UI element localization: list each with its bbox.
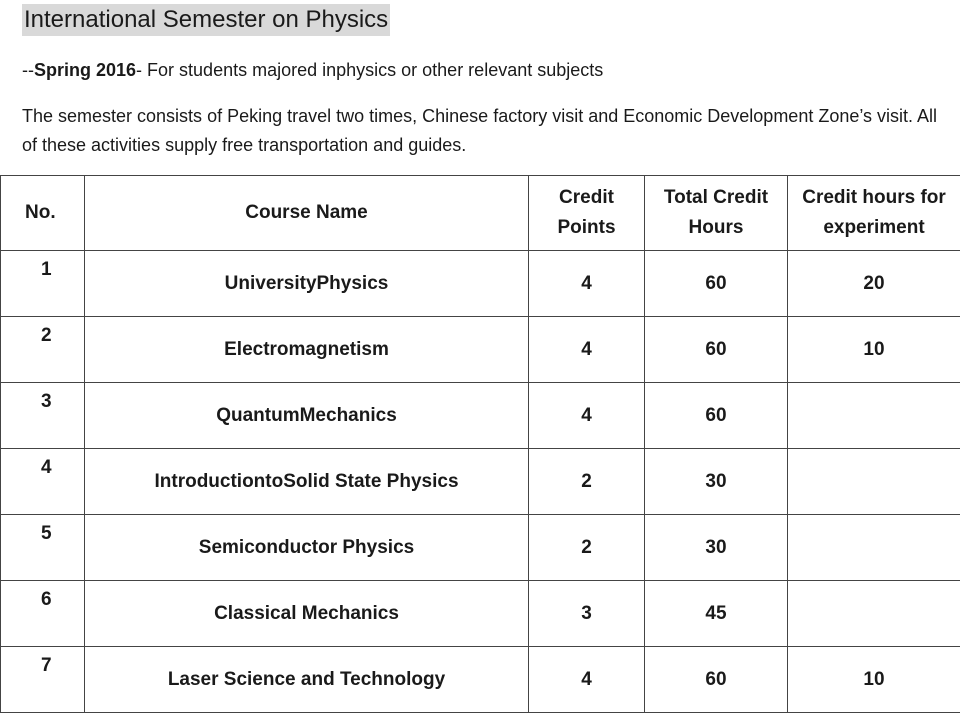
course-name: Semiconductor Physics: [85, 515, 529, 581]
total-credit-hours: 60: [645, 251, 788, 317]
course-name: IntroductiontoSolid State Physics: [85, 449, 529, 515]
subtitle-semester: Spring 2016: [34, 60, 136, 80]
page-title: International Semester on Physics: [22, 4, 390, 36]
total-credit-hours: 60: [645, 647, 788, 713]
course-name: Classical Mechanics: [85, 581, 529, 647]
subtitle-audience: - For students majored inphysics or other relevant subjects: [136, 60, 603, 80]
course-name: QuantumMechanics: [85, 383, 529, 449]
credit-points: 2: [529, 515, 645, 581]
table-row: [1, 317, 960, 383]
table-row: [1, 515, 960, 581]
experiment-hours: [788, 449, 960, 515]
table-row: [1, 383, 960, 449]
experiment-hours: 20: [788, 251, 960, 317]
row-number: 1: [1, 251, 85, 317]
header-experiment-hours: Credit hours for experiment: [788, 176, 960, 251]
row-number: 2: [1, 317, 85, 383]
experiment-hours: 10: [788, 317, 960, 383]
semester-subtitle: [22, 58, 603, 82]
experiment-hours: 10: [788, 647, 960, 713]
total-credit-hours: 60: [645, 383, 788, 449]
subtitle-prefix: --: [22, 60, 34, 80]
experiment-hours: [788, 383, 960, 449]
course-table: [0, 175, 960, 713]
course-name: UniversityPhysics: [85, 251, 529, 317]
credit-points: 4: [529, 317, 645, 383]
table-header-row: [1, 176, 960, 251]
table-row: [1, 251, 960, 317]
table-row: [1, 647, 960, 713]
course-name: Electromagnetism: [85, 317, 529, 383]
row-number: 5: [1, 515, 85, 581]
header-credit-points: Credit Points: [529, 176, 645, 251]
credit-points: 4: [529, 383, 645, 449]
credit-points: 3: [529, 581, 645, 647]
course-name: Laser Science and Technology: [85, 647, 529, 713]
header-no: No.: [1, 176, 85, 251]
total-credit-hours: 30: [645, 515, 788, 581]
row-number: 7: [1, 647, 85, 713]
credit-points: 2: [529, 449, 645, 515]
row-number: 6: [1, 581, 85, 647]
experiment-hours: [788, 515, 960, 581]
total-credit-hours: 45: [645, 581, 788, 647]
table-row: [1, 581, 960, 647]
credit-points: 4: [529, 647, 645, 713]
total-credit-hours: 60: [645, 317, 788, 383]
header-total-credit-hours: Total Credit Hours: [645, 176, 788, 251]
total-credit-hours: 30: [645, 449, 788, 515]
table-row: [1, 449, 960, 515]
semester-description: The semester consists of Peking travel two times, Chinese factory visit and Economic Development Zone’s visit. All of these activities supply free transportation and guides.: [22, 102, 942, 160]
experiment-hours: [788, 581, 960, 647]
row-number: 3: [1, 383, 85, 449]
credit-points: 4: [529, 251, 645, 317]
header-course-name: Course Name: [85, 176, 529, 251]
row-number: 4: [1, 449, 85, 515]
